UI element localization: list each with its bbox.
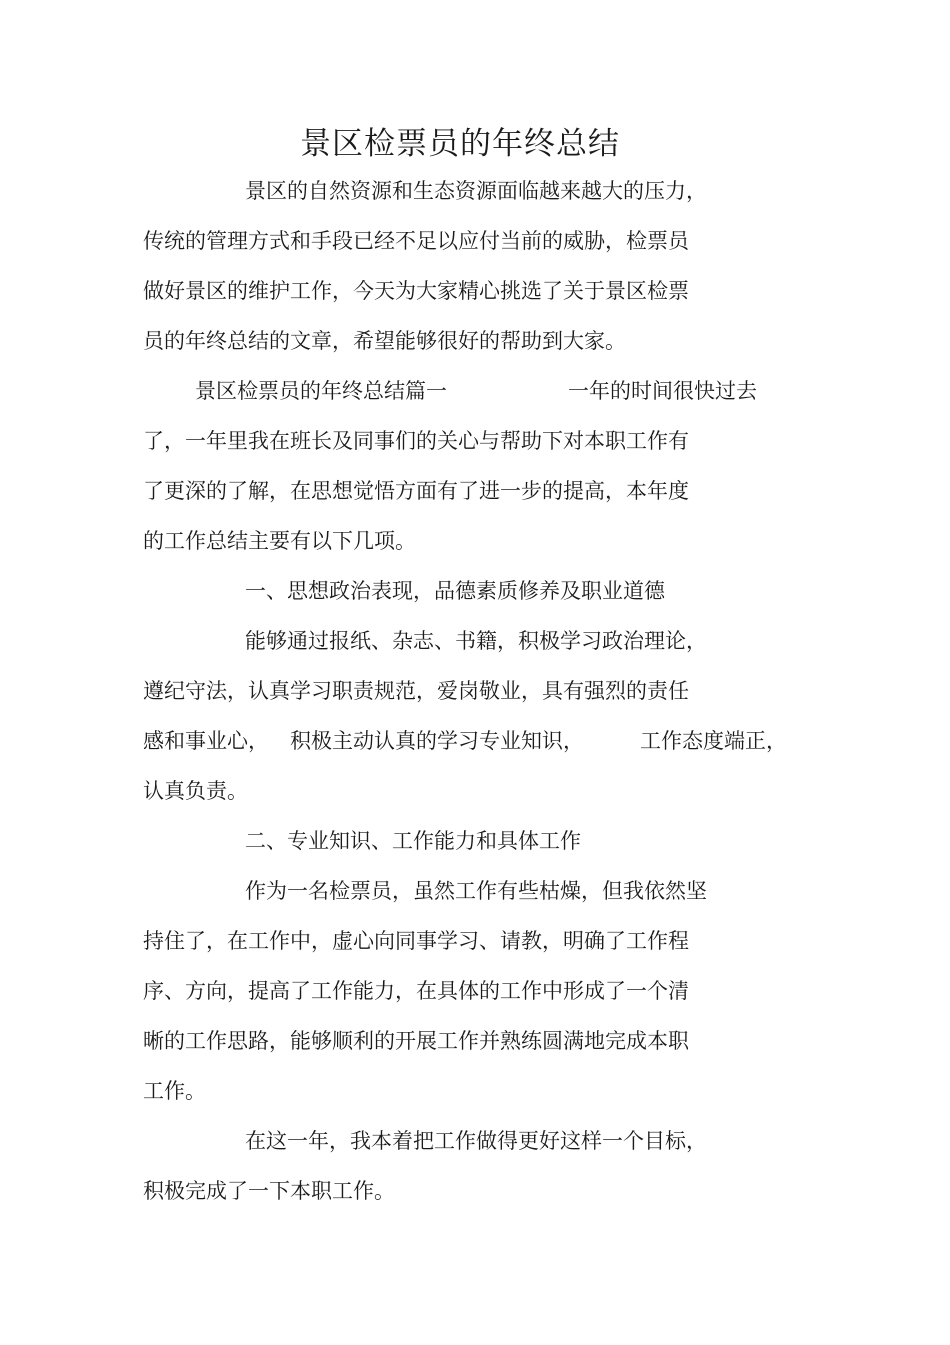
paragraph-line: 积极主动认真的学习专业知识， — [290, 729, 584, 753]
subsection-heading: 二、专业知识、工作能力和具体工作 — [245, 829, 581, 853]
paragraph-line: 感和事业心， — [143, 729, 269, 753]
paragraph-line: 的工作总结主要有以下几项。 — [143, 529, 416, 553]
paragraph-line: 景区的自然资源和生态资源面临越来越大的压力， — [245, 179, 707, 203]
paragraph-line: 工作。 — [143, 1079, 206, 1103]
paragraph-line: 做好景区的维护工作，今天为大家精心挑选了关于景区检票 — [143, 279, 689, 303]
paragraph-line: 能够通过报纸、杂志、书籍，积极学习政治理论， — [245, 629, 707, 653]
paragraph-line: 持住了，在工作中，虚心向同事学习、请教，明确了工作程 — [143, 929, 689, 953]
paragraph-line: 了更深的了解，在思想觉悟方面有了进一步的提高，本年度 — [143, 479, 689, 503]
paragraph-line: 遵纪守法，认真学习职责规范，爱岗敬业，具有强烈的责任 — [143, 679, 689, 703]
paragraph-line: 序、方向，提高了工作能力，在具体的工作中形成了一个清 — [143, 979, 689, 1003]
paragraph-line: 了，一年里我在班长及同事们的关心与帮助下对本职工作有 — [143, 429, 689, 453]
paragraph-line: 积极完成了一下本职工作。 — [143, 1179, 395, 1203]
paragraph-line: 一年的时间很快过去 — [568, 379, 757, 403]
paragraph-line: 工作态度端正， — [640, 729, 787, 753]
paragraph-line: 传统的管理方式和手段已经不足以应付当前的威胁，检票员 — [143, 229, 689, 253]
paragraph-line: 晰的工作思路，能够顺利的开展工作并熟练圆满地完成本职 — [143, 1029, 689, 1053]
document-title: 景区检票员的年终总结 — [300, 126, 620, 162]
paragraph-line: 员的年终总结的文章，希望能够很好的帮助到大家。 — [143, 329, 626, 353]
paragraph-line: 作为一名检票员，虽然工作有些枯燥，但我依然坚 — [245, 879, 707, 903]
paragraph-line: 在这一年，我本着把工作做得更好这样一个目标， — [245, 1129, 707, 1153]
subsection-heading: 一、思想政治表现，品德素质修养及职业道德 — [245, 579, 665, 603]
paragraph-line: 认真负责。 — [143, 779, 248, 803]
section-heading: 景区检票员的年终总结篇一 — [195, 379, 447, 403]
